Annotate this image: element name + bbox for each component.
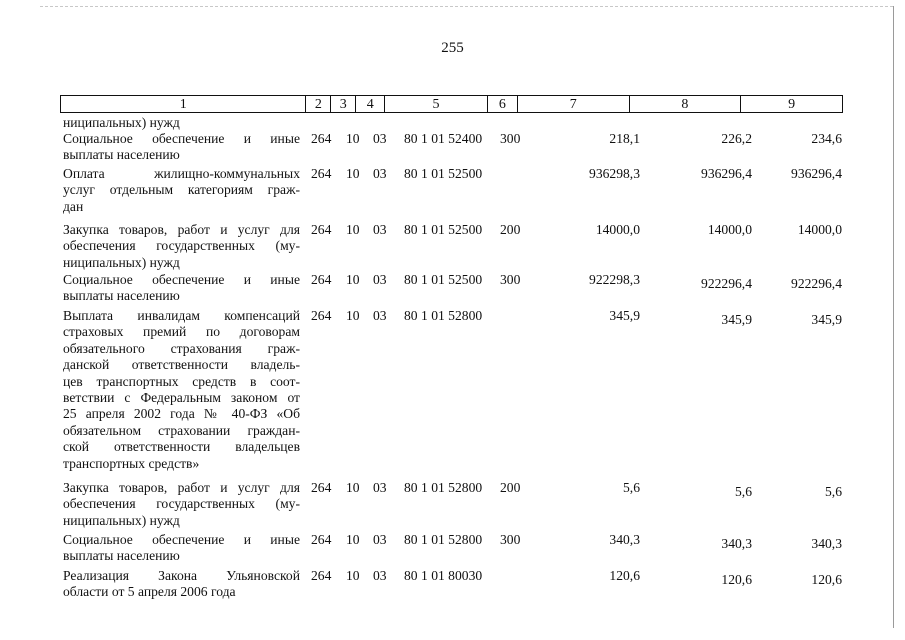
row-code-c5: 80 1 01 52800: [404, 308, 483, 323]
row-amount-col-8: 120,6: [721, 572, 752, 587]
row-amount-col-9: 340,3: [811, 536, 842, 551]
row-name: [63, 532, 300, 565]
scan-edge-right: [893, 6, 894, 628]
row-code-c2: 264: [311, 308, 332, 323]
row-amount-col-7: 14000,0: [595, 222, 640, 237]
row-name-line: обеспечения государственных (му-: [63, 496, 300, 512]
row-name: [63, 222, 300, 271]
row-code-c3: 10: [346, 131, 360, 146]
row-name-line: ниципальных) нужд: [63, 254, 180, 270]
row-name-line: ниципальных) нужд: [63, 512, 180, 528]
row-amount-col-7: 5,6: [623, 480, 640, 495]
row-amount-col-8: 922296,4: [701, 276, 752, 291]
row-amount-col-9: 922296,4: [791, 276, 842, 291]
row-name-line: Реализация Закона Ульяновской: [63, 568, 300, 583]
row-name-line: транспортных средств»: [63, 455, 200, 471]
row-name-line: услуг отдельным категориям граж-: [63, 182, 300, 198]
row-code-c6: 300: [500, 272, 521, 287]
row-amount-col-9: 936296,4: [791, 166, 842, 181]
row-code-c3: 10: [346, 532, 360, 547]
row-amount-col-9: 14000,0: [797, 222, 842, 237]
carryover-line: ниципальных) нужд: [63, 115, 180, 130]
row-name-line: дан: [63, 198, 84, 214]
row-code-c5: 80 1 01 52500: [404, 272, 483, 287]
row-name: [63, 166, 300, 215]
row-amount-col-8: 5,6: [735, 484, 752, 499]
row-name-line: цев транспортных средств в соот-: [63, 373, 300, 389]
row-name-line: выплаты населению: [63, 147, 180, 163]
header-col-3: 3: [331, 96, 356, 112]
row-code-c5: 80 1 01 80030: [404, 568, 483, 583]
row-name-line: выплаты населению: [63, 288, 180, 304]
row-name-line: ской ответственности владельцев: [63, 439, 300, 455]
row-code-c5: 80 1 01 52500: [404, 222, 483, 237]
row-amount-col-7: 922298,3: [589, 272, 640, 287]
row-amount-col-7: 120,6: [609, 568, 640, 583]
row-name-line: Оплата жилищно-коммунальных: [63, 166, 300, 181]
row-code-c2: 264: [311, 568, 332, 583]
row-amount-col-7: 345,9: [609, 308, 640, 323]
row-code-c2: 264: [311, 222, 332, 237]
row-code-c4: 03: [373, 480, 387, 495]
row-code-c2: 264: [311, 532, 332, 547]
row-code-c5: 80 1 01 52500: [404, 166, 483, 181]
header-col-2: 2: [306, 96, 331, 112]
row-amount-col-8: 226,2: [721, 131, 752, 146]
row-amount-col-9: 234,6: [811, 131, 842, 146]
row-code-c6: 200: [500, 480, 521, 495]
row-name: [63, 480, 300, 529]
row-code-c4: 03: [373, 532, 387, 547]
row-code-c5: 80 1 01 52800: [404, 532, 483, 547]
row-code-c5: 80 1 01 52800: [404, 480, 483, 495]
row-name-line: 25 апреля 2002 года № 40-ФЗ «Об: [63, 406, 300, 422]
row-code-c6: 300: [500, 131, 521, 146]
row-code-c2: 264: [311, 166, 332, 181]
row-amount-col-8: 14000,0: [707, 222, 752, 237]
row-name-line: Социальное обеспечение и иные: [63, 131, 300, 146]
row-name: [63, 568, 300, 601]
carryover-text: [63, 115, 300, 131]
row-code-c3: 10: [346, 480, 360, 495]
row-name-line: Закупка товаров, работ и услуг для: [63, 222, 300, 237]
row-code-c3: 10: [346, 222, 360, 237]
row-name: [63, 308, 300, 472]
header-col-4: 4: [356, 96, 385, 112]
row-code-c4: 03: [373, 568, 387, 583]
row-name-line: Закупка товаров, работ и услуг для: [63, 480, 300, 495]
header-col-6: 6: [488, 96, 518, 112]
scan-edge-top: [40, 6, 893, 7]
row-code-c5: 80 1 01 52400: [404, 131, 483, 146]
row-name-line: ветствии с Федеральным законом от: [63, 390, 300, 406]
row-amount-col-8: 345,9: [721, 312, 752, 327]
row-amount-col-9: 345,9: [811, 312, 842, 327]
row-code-c2: 264: [311, 272, 332, 287]
row-amount-col-9: 5,6: [825, 484, 842, 499]
row-amount-col-7: 218,1: [609, 131, 640, 146]
row-name-line: Социальное обеспечение и иные: [63, 272, 300, 287]
row-name-line: обеспечения государственных (му-: [63, 238, 300, 254]
row-code-c4: 03: [373, 222, 387, 237]
row-amount-col-8: 936296,4: [701, 166, 752, 181]
row-name-line: данской ответственности владель-: [63, 357, 300, 373]
row-code-c4: 03: [373, 308, 387, 323]
row-name: [63, 131, 300, 164]
row-code-c3: 10: [346, 308, 360, 323]
row-code-c4: 03: [373, 166, 387, 181]
row-amount-col-9: 120,6: [811, 572, 842, 587]
page-number: 255: [441, 40, 464, 56]
row-name-line: выплаты населению: [63, 548, 180, 564]
row-code-c3: 10: [346, 568, 360, 583]
row-name-line: обязательного страхования граж-: [63, 340, 300, 356]
row-code-c6: 300: [500, 532, 521, 547]
row-code-c2: 264: [311, 131, 332, 146]
row-name-line: Выплата инвалидам компенсаций: [63, 308, 300, 323]
row-name-line: страховых премий по договорам: [63, 324, 300, 340]
row-name-line: обязательном страховании граждан-: [63, 422, 300, 438]
row-code-c6: 200: [500, 222, 521, 237]
row-code-c3: 10: [346, 166, 360, 181]
row-name-line: Социальное обеспечение и иные: [63, 532, 300, 547]
header-col-1: 1: [61, 96, 306, 112]
row-code-c4: 03: [373, 131, 387, 146]
row-amount-col-7: 936298,3: [589, 166, 640, 181]
header-col-7: 7: [518, 96, 630, 112]
row-code-c2: 264: [311, 480, 332, 495]
header-col-5: 5: [385, 96, 488, 112]
row-name: [63, 272, 300, 305]
row-amount-col-7: 340,3: [609, 532, 640, 547]
row-name-line: области от 5 апреля 2006 года: [63, 584, 236, 600]
header-col-9: 9: [788, 97, 796, 112]
table-header: [60, 95, 843, 113]
row-code-c4: 03: [373, 272, 387, 287]
header-col-8: 8: [630, 96, 742, 112]
row-code-c3: 10: [346, 272, 360, 287]
row-amount-col-8: 340,3: [721, 536, 752, 551]
